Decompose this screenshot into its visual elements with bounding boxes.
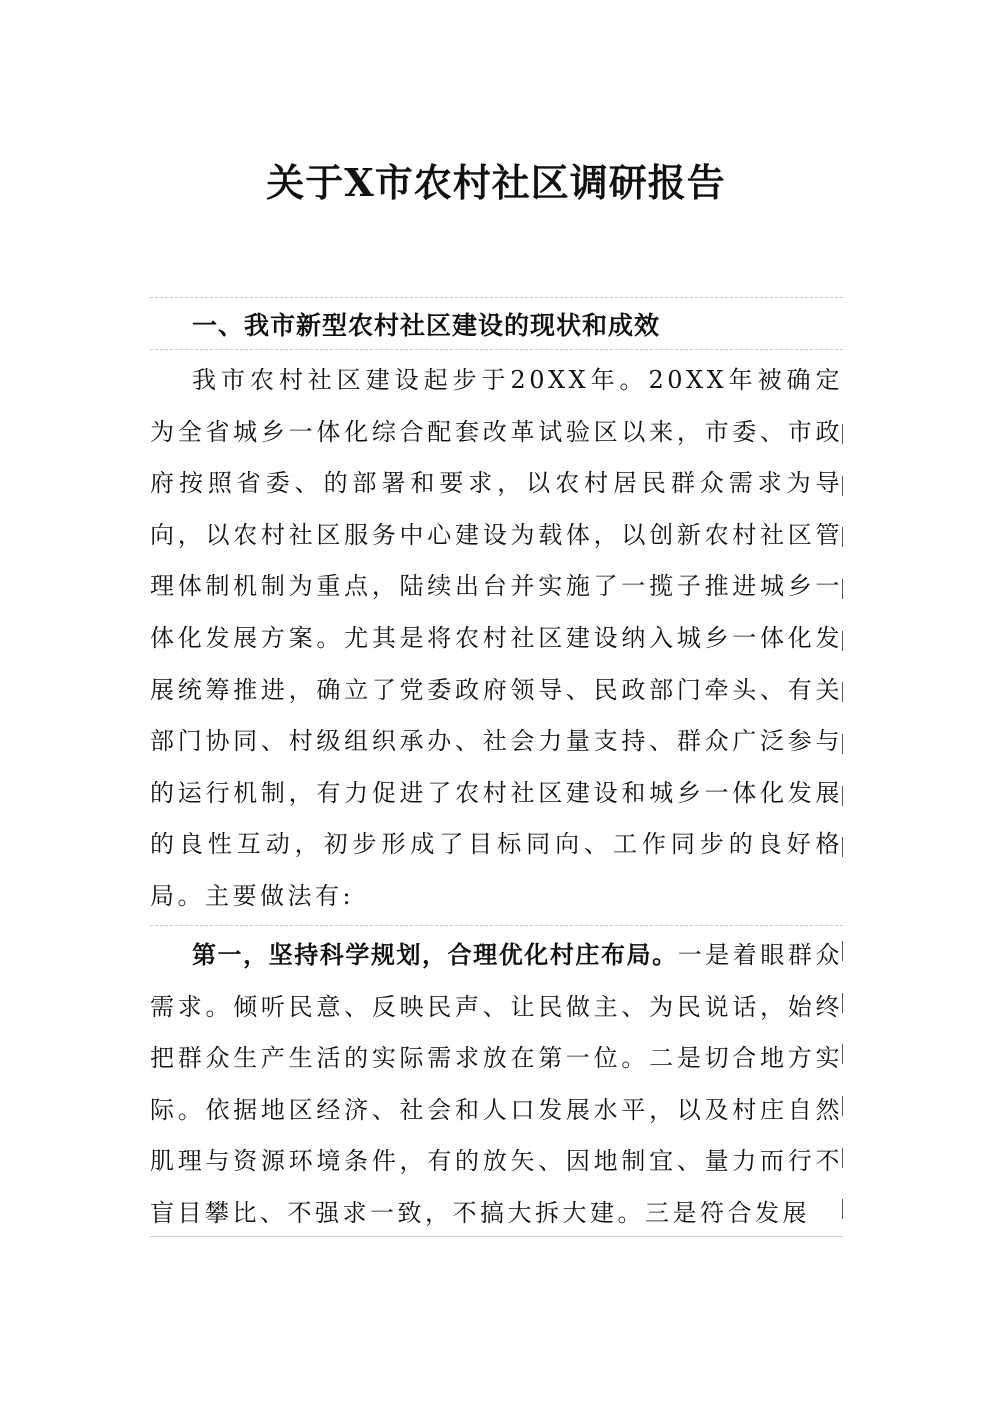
margin-mark (842, 1096, 843, 1116)
section-heading: 一、我市新型农村社区建设的现状和成效 (192, 311, 661, 340)
text-frame-bottom-border (150, 1236, 843, 1237)
margin-mark (842, 424, 843, 444)
margin-mark (842, 527, 843, 547)
paragraph-2-body: 一是着眼群众需求。倾听民意、反映民声、让民做主、为民说话，始终把群众生产生活的实际需求放在第一位。二是切合地方实际。依据地区经济、社会和人口发展水平，以及村庄自然肌理与资源环境条件，有的放矢、因地制宜、量力而行不盲目攀比、不强求一致，不搞大拆大建。三是符合发展 (150, 941, 843, 1227)
margin-mark (842, 941, 843, 961)
margin-mark (842, 476, 843, 496)
text-frame-top-border (150, 297, 843, 298)
margin-mark (842, 734, 843, 754)
margin-mark (842, 837, 843, 857)
margin-mark (842, 682, 843, 702)
margin-mark (842, 993, 843, 1013)
margin-mark (842, 1044, 843, 1064)
margin-mark (842, 631, 843, 651)
paragraph-divider (150, 925, 843, 926)
heading-frame-bottom-border (150, 349, 843, 350)
margin-mark (842, 579, 843, 599)
margin-mark (842, 786, 843, 806)
margin-mark (842, 1199, 843, 1219)
paragraph-1: 我市农村社区建设起步于20XX年。20XX年被确定为全省城乡一体化综合配套改革试验区以来，市委、市政府按照省委、的部署和要求，以农村居民群众需求为导向，以农村社区服务中心建设为载体，以创新农村社区管理体制机制为重点，陆续出台并实施了一揽子推进城乡一体化发展方案。尤其是将农村社区建设纳入城乡一体化发展统筹推进，确立了党委政府领导、民政部门牵头、有关部门协同、村级组织承办、社会力量支持、群众广泛参与的运行机制，有力促进了农村社区建设和城乡一体化发展的良性互动，初步形成了目标同向、工作同步的良好格局。主要做法有: (150, 366, 843, 910)
margin-mark (842, 1148, 843, 1168)
paragraph-2-lead: 第一，坚持科学规划，合理优化村庄布局。 (192, 940, 678, 969)
document-title: 关于X市农村社区调研报告 (266, 160, 726, 205)
paragraph-2 (150, 929, 843, 1240)
